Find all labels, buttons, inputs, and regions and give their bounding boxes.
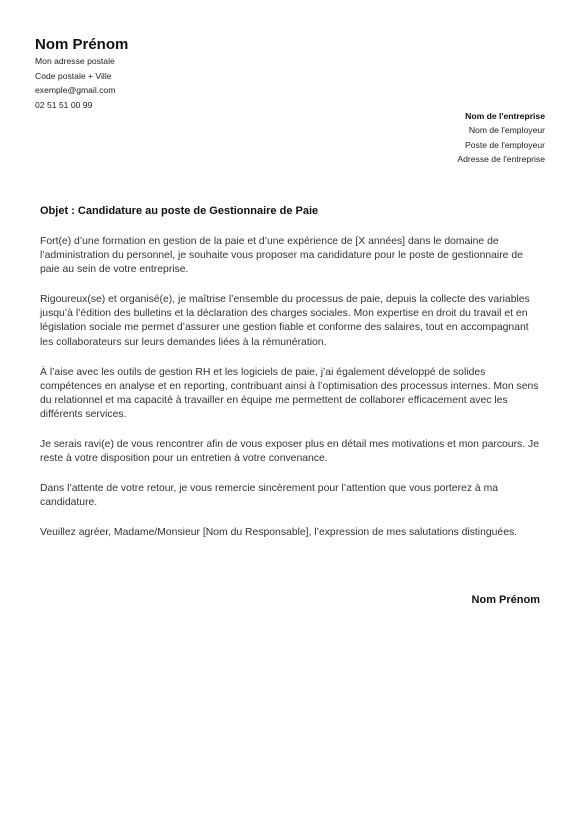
recipient-address: Adresse de l'entreprise: [457, 154, 545, 165]
sender-block: [35, 36, 128, 112]
recipient-block: [457, 109, 545, 167]
paragraph-closing: Veuillez agréer, Madame/Monsieur [Nom du Responsable], l’expression de mes salutations distinguées.: [40, 527, 518, 539]
signature: Nom Prénom: [471, 594, 540, 606]
recipient-company: Nom de l'entreprise: [465, 111, 545, 121]
letter-body: [40, 235, 540, 557]
paragraph-meeting: Je serais ravi(e) de vous rencontrer afin de vous exposer plus en détail mes motivations et mon parcours. Je reste à votre disposition pour un entretien à votre convenance.: [40, 439, 539, 465]
sender-postal-city: Code postale + Ville: [35, 70, 112, 81]
sender-phone: 02 51 51 00 99: [35, 99, 93, 110]
letter-subject: Objet : Candidature au poste de Gestionnaire de Paie: [40, 205, 319, 217]
paragraph-skills: Rigoureux(se) et organisé(e), je maîtrise l’ensemble du processus de paie, depuis la collecte des variables jusqu’à l’édition des bulletins et la déclaration des charges sociales. Mon expertise en droit du travail et en législation sociale me permet d’assurer une gestion fiable et conforme des salaires, tout en accompagnant les collaborateurs sur leurs demandes liées à la rémunération.: [40, 294, 530, 348]
paragraph-tools: À l’aise avec les outils de gestion RH et les logiciels de paie, j’ai également développé de solides compétences en analyse et en reporting, contribuant ainsi à l’optimisation des processus internes. Mon sens du relationnel et ma capacité à travailler en équipe me permettent de collaborer efficacement avec les différents services.: [40, 366, 539, 420]
sender-name: Nom Prénom: [35, 36, 129, 53]
paragraph-thanks: Dans l’attente de votre retour, je vous remercie sincèrement pour l’attention que vous porterez à ma candidature.: [40, 483, 499, 509]
recipient-position: Poste de l'employeur: [465, 139, 545, 150]
paragraph-intro: Fort(e) d’une formation en gestion de la paie et d’une expérience de [X années] dans le domaine de l’administration du personnel, je souhaite vous proposer ma candidature pour le poste de gestionnaire de paie au sein de votre entreprise.: [40, 236, 523, 276]
sender-email: exemple@gmail.com: [35, 85, 116, 95]
sender-address: Mon adresse postale: [35, 56, 115, 66]
recipient-employer: Nom de l'employeur: [468, 125, 545, 136]
